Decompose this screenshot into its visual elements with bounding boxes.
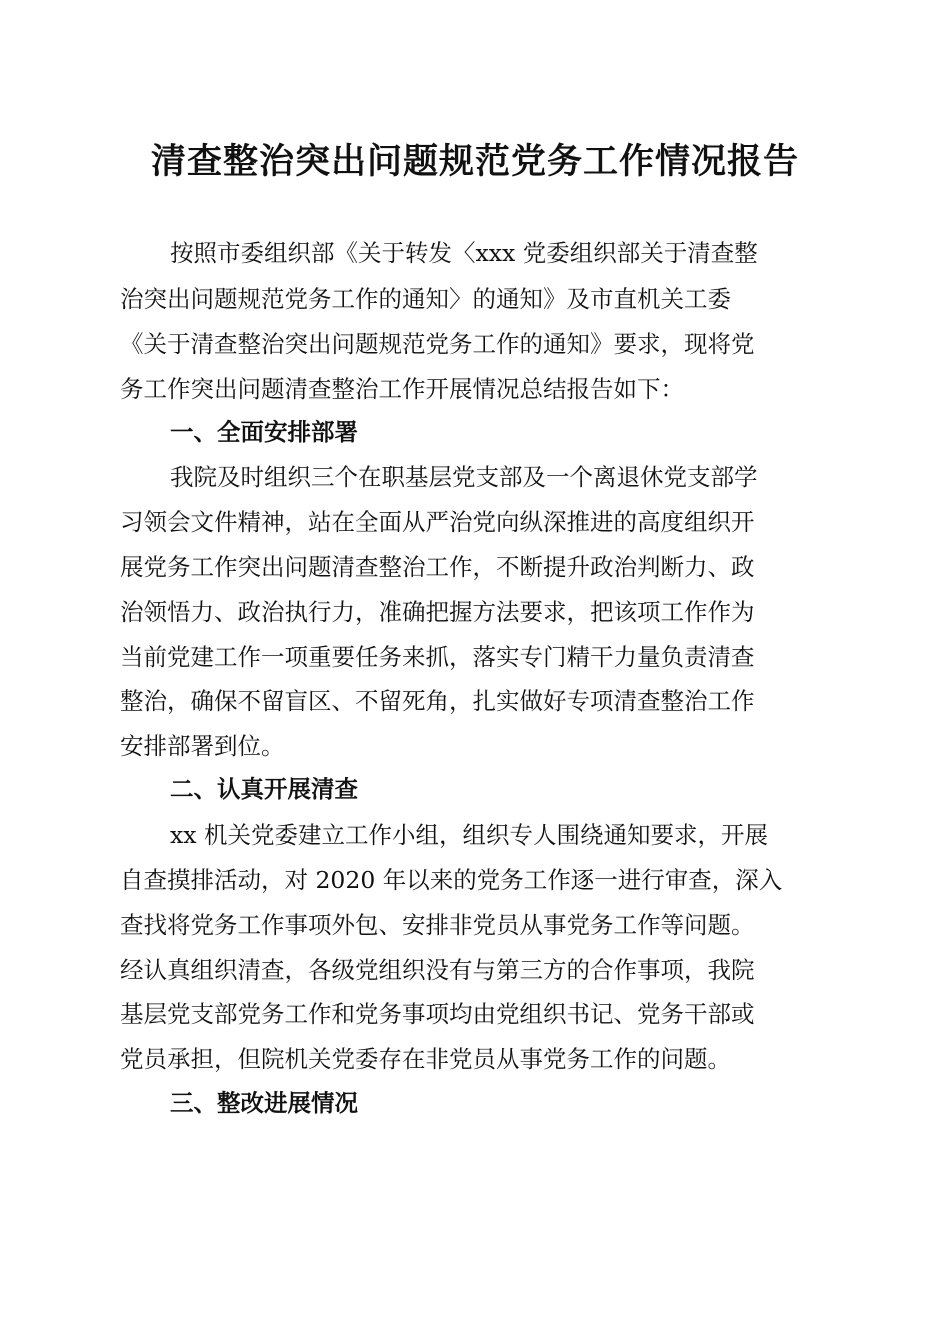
section1-line: 整治，确保不留盲区、不留死角，扎实做好专项清查整治工作: [120, 687, 755, 715]
section1-line: 我院及时组织三个在职基层党支部及一个离退休党支部学: [170, 463, 758, 491]
section2-line: 基层党支部党务工作和党务事项均由党组织书记、党务干部或: [120, 1000, 755, 1028]
section2-line: xx 机关党委建立工作小组，组织专人围绕通知要求，开展: [170, 821, 768, 849]
section2-line: 经认真组织清查，各级党组织没有与第三方的合作事项，我院: [120, 956, 755, 984]
intro-line: 治突出问题规范党务工作的通知〉的通知》及市直机关工委: [120, 285, 731, 313]
section2-line: 查找将党务工作事项外包、安排非党员从事党务工作等问题。: [120, 911, 755, 939]
section-heading-3: 三、整改进展情况: [170, 1089, 358, 1117]
section2-line: 党员承担，但院机关党委存在非党员从事党务工作的问题。: [120, 1045, 731, 1073]
section1-line: 安排部署到位。: [120, 732, 285, 760]
intro-line: 《关于清查整治突出问题规范党务工作的通知》要求，现将党: [120, 330, 755, 358]
document-title: 清查整治突出问题规范党务工作情况报告: [150, 141, 799, 182]
section-heading-2: 二、认真开展清查: [170, 775, 358, 803]
section1-line: 习领会文件精神，站在全面从严治党向纵深推进的高度组织开: [120, 508, 755, 536]
intro-line: 务工作突出问题清查整治工作开展情况总结报告如下：: [120, 375, 684, 403]
section-heading-1: 一、全面安排部署: [170, 418, 358, 446]
section1-line: 当前党建工作一项重要任务来抓，落实专门精干力量负责清查: [120, 643, 755, 671]
section2-line: 自查摸排活动，对 2020 年以来的党务工作逐一进行审查，深入: [120, 866, 783, 894]
section1-line: 治领悟力、政治执行力，准确把握方法要求，把该项工作作为: [120, 598, 755, 626]
section1-line: 展党务工作突出问题清查整治工作，不断提升政治判断力、政: [120, 553, 755, 581]
intro-line: 按照市委组织部《关于转发〈xxx 党委组织部关于清查整: [170, 239, 758, 267]
